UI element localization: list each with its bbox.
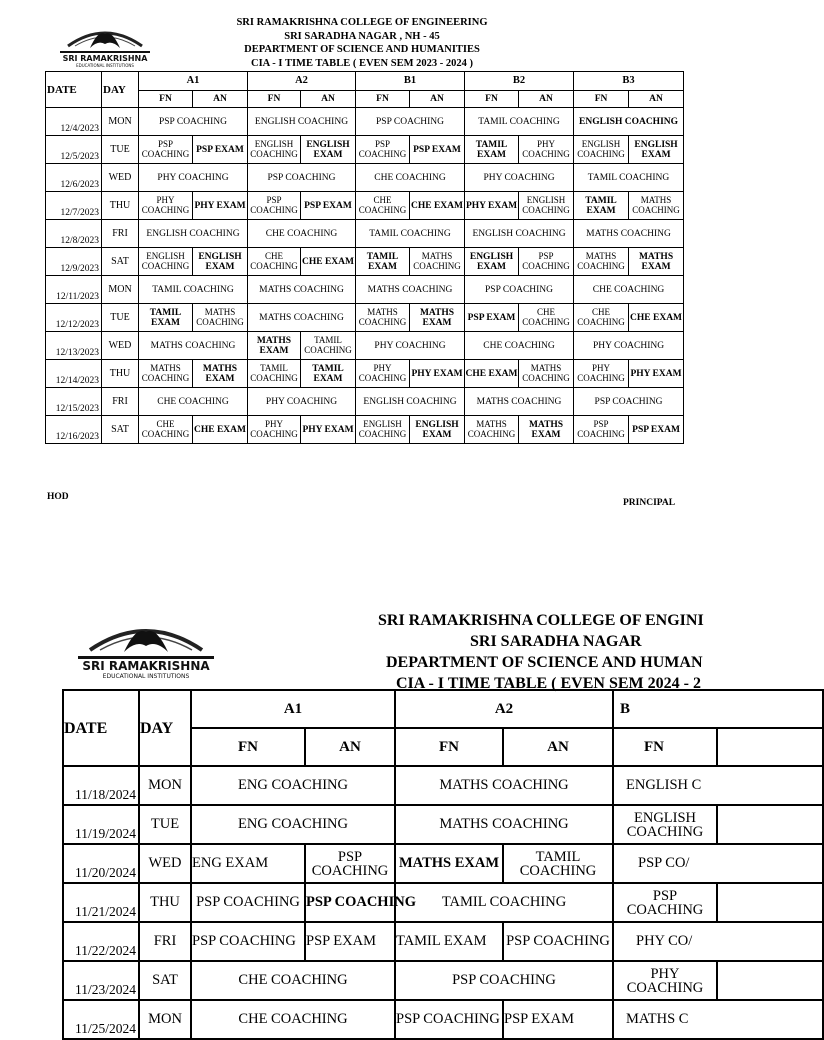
session-cell: CHE COACHING — [519, 304, 574, 332]
row-date: 12/16/2023 — [46, 416, 102, 444]
session-cell: PSP COACHING — [395, 961, 613, 1000]
session-cell: MATHS COACHING — [356, 304, 410, 332]
session-cell: PSP COACHING — [395, 1000, 503, 1039]
group-b: B — [613, 690, 823, 728]
row-day: TUE — [102, 136, 139, 164]
session-cell: PSP COACHING — [574, 388, 684, 416]
exam-cell: PHY EXAM — [465, 192, 519, 220]
exam-cell: TAMIL EXAM — [574, 192, 629, 220]
session-cell: ENG COACHING — [191, 766, 395, 805]
fn-header: FN — [191, 728, 305, 766]
fn-header: FN — [613, 728, 717, 766]
session-cell: PSP COACHING — [613, 883, 717, 922]
row-date: 12/4/2023 — [46, 108, 102, 136]
session-cell: MATHS COACHING — [395, 766, 613, 805]
row-day: MON — [139, 1000, 191, 1039]
session-cell: ENG COACHING — [191, 805, 395, 844]
exam-cell: ENGLISH EXAM — [301, 136, 356, 164]
row-day: THU — [139, 883, 191, 922]
row-date: 12/12/2023 — [46, 304, 102, 332]
group-b3: B3 — [574, 72, 684, 91]
row-day: FRI — [102, 388, 139, 416]
session-cell: CHE COACHING — [356, 192, 410, 220]
row-date: 12/5/2023 — [46, 136, 102, 164]
session-cell: PSP COACHING — [191, 922, 305, 961]
session-cell: CHE COACHING — [139, 388, 248, 416]
session-cell: ENGLISH COACHING — [248, 108, 356, 136]
row-date: 11/23/2024 — [63, 961, 139, 1000]
row-day: MON — [102, 276, 139, 304]
svg-text:SRI RAMAKRISHNA: SRI RAMAKRISHNA — [62, 54, 148, 63]
session-cell: CHE COACHING — [139, 416, 193, 444]
session-cell: MATHS COACHING — [139, 332, 248, 360]
an-header: AN — [193, 91, 248, 108]
session-cell: MATHS COACHING — [465, 416, 519, 444]
session-cell: PHY COACHING — [574, 332, 684, 360]
exam-cell: ENG EXAM — [191, 844, 305, 883]
exam-cell: PHY EXAM — [193, 192, 248, 220]
row-date: 11/25/2024 — [63, 1000, 139, 1039]
row-date: 12/8/2023 — [46, 220, 102, 248]
session-cell: PSP COACHING — [305, 883, 395, 922]
row-day: SAT — [102, 248, 139, 276]
row-date: 11/20/2024 — [63, 844, 139, 883]
session-cell: MATHS COACHING — [356, 276, 465, 304]
exam-cell: MATHS EXAM — [248, 332, 301, 360]
college-name: SRI RAMAKRISHNA COLLEGE OF ENGINEERING — [236, 17, 488, 28]
timetable-title: CIA - I TIME TABLE ( EVEN SEM 2023 - 2024 ) — [251, 57, 473, 69]
row-date: 12/13/2023 — [46, 332, 102, 360]
department-name: DEPARTMENT OF SCIENCE AND HUMANITIES — [244, 44, 480, 55]
row-date: 12/15/2023 — [46, 388, 102, 416]
exam-cell: TAMIL EXAM — [465, 136, 519, 164]
session-cell: PSP COACHING — [248, 164, 356, 192]
exam-cell: PSP EXAM — [305, 922, 395, 961]
session-cell — [717, 805, 823, 844]
fn-header: FN — [465, 91, 519, 108]
session-cell: PSP COACHING — [139, 136, 193, 164]
session-cell: CHE COACHING — [465, 332, 574, 360]
session-cell: PHY COACHING — [356, 332, 465, 360]
table-row — [46, 136, 684, 164]
session-cell: PHY COACHING — [356, 360, 410, 388]
session-cell: PSP COACHING — [191, 883, 305, 922]
exam-cell: TAMIL EXAM — [139, 304, 193, 332]
session-cell: MATHS C — [613, 1000, 823, 1039]
session-cell: TAMIL COACHING — [301, 332, 356, 360]
session-cell: ENGLISH COACHING — [613, 805, 717, 844]
timetable-title: CIA - I TIME TABLE ( EVEN SEM 2024 - 2 — [396, 675, 701, 692]
session-cell: TAMIL COACHING — [356, 220, 465, 248]
session-cell: PSP COACHING — [465, 276, 574, 304]
row-date: 11/19/2024 — [63, 805, 139, 844]
session-cell: PHY COACHING — [613, 961, 717, 1000]
session-cell: PHY COACHING — [465, 164, 574, 192]
exam-cell: PSP EXAM — [193, 136, 248, 164]
fn-header: FN — [574, 91, 629, 108]
session-cell: MATHS COACHING — [248, 276, 356, 304]
session-cell: CHE COACHING — [191, 961, 395, 1000]
session-cell: TAMIL COACHING — [574, 164, 684, 192]
session-cell: PHY COACHING — [248, 388, 356, 416]
svg-text:EDUCATIONAL INSTITUTIONS: EDUCATIONAL INSTITUTIONS — [102, 673, 190, 680]
table-row — [63, 1000, 823, 1039]
row-day: SAT — [139, 961, 191, 1000]
row-date: 11/22/2024 — [63, 922, 139, 961]
exam-cell: CHE EXAM — [629, 304, 684, 332]
timetable-2024-section — [0, 600, 704, 1036]
session-cell: PHY COACHING — [139, 192, 193, 220]
college-logo — [50, 24, 160, 68]
exam-cell: TAMIL EXAM — [356, 248, 410, 276]
exam-cell: PSP EXAM — [465, 304, 519, 332]
row-date: 12/11/2023 — [46, 276, 102, 304]
session-cell: MATHS COACHING — [248, 304, 356, 332]
group-a1: A1 — [139, 72, 248, 91]
session-cell: PHY COACHING — [248, 416, 301, 444]
college-address: SRI SARADHA NAGAR , NH - 45 — [284, 30, 440, 42]
row-day: FRI — [139, 922, 191, 961]
an-header: AN — [301, 91, 356, 108]
session-cell: ENGLISH COACHING — [574, 108, 684, 136]
row-day: THU — [102, 360, 139, 388]
table-row — [63, 922, 823, 961]
row-date: 12/7/2023 — [46, 192, 102, 220]
table-row — [46, 388, 684, 416]
session-cell: TAMIL COACHING — [503, 844, 613, 883]
session-cell: MATHS COACHING — [139, 360, 193, 388]
table-row — [46, 332, 684, 360]
session-cell: CHE COACHING — [248, 220, 356, 248]
session-cell: MATHS COACHING — [465, 388, 574, 416]
session-cell: PHY COACHING — [519, 136, 574, 164]
row-day: WED — [102, 164, 139, 192]
session-cell: ENGLISH COACHING — [139, 220, 248, 248]
exam-cell: MATHS EXAM — [193, 360, 248, 388]
session-cell: CHE COACHING — [356, 164, 465, 192]
row-date: 12/6/2023 — [46, 164, 102, 192]
an-header: AN — [629, 91, 684, 108]
session-cell — [717, 883, 823, 922]
exam-cell: PSP EXAM — [410, 136, 465, 164]
session-cell: ENGLISH C — [613, 766, 823, 805]
row-date: 12/9/2023 — [46, 248, 102, 276]
exam-cell: ENGLISH EXAM — [629, 136, 684, 164]
session-cell: PSP COACHING — [139, 108, 248, 136]
exam-cell: MATHS EXAM — [629, 248, 684, 276]
exam-cell: CHE EXAM — [410, 192, 465, 220]
exam-cell: TAMIL EXAM — [395, 922, 503, 961]
session-cell: ENGLISH COACHING — [248, 136, 301, 164]
timetable-2023 — [45, 71, 684, 444]
timetable-2024 — [62, 689, 824, 1040]
college-name: SRI RAMAKRISHNA COLLEGE OF ENGINI — [378, 612, 704, 629]
exam-cell: CHE EXAM — [193, 416, 248, 444]
timetable-header — [200, 16, 524, 70]
session-cell: TAMIL COACHING — [465, 108, 574, 136]
hod-signature-label: HOD — [47, 492, 69, 502]
exam-cell: PHY EXAM — [629, 360, 684, 388]
table-row — [63, 883, 823, 922]
col-day: DAY — [139, 690, 191, 766]
session-cell: PSP COACHING — [356, 136, 410, 164]
row-day: FRI — [102, 220, 139, 248]
session-cell: PHY CO/ — [613, 922, 823, 961]
session-cell: PSP COACHING — [248, 192, 301, 220]
session-cell: MATHS COACHING — [629, 192, 684, 220]
exam-cell: MATHS EXAM — [395, 844, 503, 883]
timetable-header — [376, 610, 704, 694]
exam-cell: PHY EXAM — [301, 416, 356, 444]
row-day: SAT — [102, 416, 139, 444]
session-cell: ENGLISH COACHING — [519, 192, 574, 220]
table-row — [63, 766, 823, 805]
session-cell — [717, 961, 823, 1000]
fn-header: FN — [356, 91, 410, 108]
college-logo — [66, 618, 226, 680]
exam-cell: ENGLISH EXAM — [193, 248, 248, 276]
exam-cell: MATHS EXAM — [519, 416, 574, 444]
table-row — [46, 108, 684, 136]
row-date: 11/18/2024 — [63, 766, 139, 805]
session-cell: ENGLISH COACHING — [139, 248, 193, 276]
row-day: TUE — [102, 304, 139, 332]
session-cell: PSP COACHING — [305, 844, 395, 883]
session-cell: TAMIL COACHING — [395, 883, 613, 922]
session-cell: MATHS COACHING — [574, 220, 684, 248]
row-day: WED — [139, 844, 191, 883]
session-cell: CHE COACHING — [191, 1000, 395, 1039]
table-row — [46, 304, 684, 332]
fn-header: FN — [395, 728, 503, 766]
session-cell: ENGLISH COACHING — [465, 220, 574, 248]
session-cell: MATHS COACHING — [519, 360, 574, 388]
session-cell: CHE COACHING — [574, 304, 629, 332]
session-cell: CHE COACHING — [574, 276, 684, 304]
col-date: DATE — [46, 72, 102, 108]
row-day: MON — [139, 766, 191, 805]
svg-text:EDUCATIONAL INSTITUTIONS: EDUCATIONAL INSTITUTIONS — [76, 63, 134, 68]
fn-header: FN — [248, 91, 301, 108]
session-cell: TAMIL COACHING — [139, 276, 248, 304]
session-cell: MATHS COACHING — [193, 304, 248, 332]
college-address: SRI SARADHA NAGAR — [470, 633, 642, 650]
group-b1: B1 — [356, 72, 465, 91]
table-row — [46, 276, 684, 304]
group-b2: B2 — [465, 72, 574, 91]
col-date: DATE — [63, 690, 139, 766]
row-day: THU — [102, 192, 139, 220]
group-a2: A2 — [395, 690, 613, 728]
an-header: AN — [519, 91, 574, 108]
row-date: 11/21/2024 — [63, 883, 139, 922]
session-cell: PSP COACHING — [356, 108, 465, 136]
svg-text:SRI RAMAKRISHNA: SRI RAMAKRISHNA — [82, 659, 210, 673]
session-cell: PSP CO/ — [613, 844, 823, 883]
principal-signature-label: PRINCIPAL — [623, 498, 676, 508]
fn-header: FN — [139, 91, 193, 108]
exam-cell: CHE EXAM — [301, 248, 356, 276]
table-row — [46, 164, 684, 192]
row-day: TUE — [139, 805, 191, 844]
exam-cell: ENGLISH EXAM — [410, 416, 465, 444]
table-row — [63, 961, 823, 1000]
an-header — [717, 728, 823, 766]
exam-cell: PHY EXAM — [410, 360, 465, 388]
an-header: AN — [305, 728, 395, 766]
session-cell: MATHS COACHING — [410, 248, 465, 276]
session-cell: MATHS COACHING — [574, 248, 629, 276]
session-cell: ENGLISH COACHING — [356, 388, 465, 416]
session-cell: PHY COACHING — [139, 164, 248, 192]
group-a1: A1 — [191, 690, 395, 728]
table-row — [46, 220, 684, 248]
table-row — [63, 805, 823, 844]
table-row — [63, 844, 823, 883]
row-day: WED — [102, 332, 139, 360]
exam-cell: PSP EXAM — [629, 416, 684, 444]
an-header: AN — [410, 91, 465, 108]
department-name: DEPARTMENT OF SCIENCE AND HUMAN — [386, 654, 703, 671]
session-cell: CHE COACHING — [248, 248, 301, 276]
session-cell: PSP COACHING — [574, 416, 629, 444]
table-row — [46, 360, 684, 388]
table-row — [46, 416, 684, 444]
exam-cell: CHE EXAM — [465, 360, 519, 388]
table-row — [46, 248, 684, 276]
session-cell: PHY COACHING — [574, 360, 629, 388]
session-cell: PSP COACHING — [519, 248, 574, 276]
table-row — [46, 192, 684, 220]
exam-cell: MATHS EXAM — [410, 304, 465, 332]
session-cell: ENGLISH COACHING — [574, 136, 629, 164]
session-cell: ENGLISH COACHING — [356, 416, 410, 444]
row-date: 12/14/2023 — [46, 360, 102, 388]
session-cell: MATHS COACHING — [395, 805, 613, 844]
session-cell: PSP COACHING — [503, 922, 613, 961]
exam-cell: TAMIL EXAM — [301, 360, 356, 388]
exam-cell: PSP EXAM — [503, 1000, 613, 1039]
exam-cell: PSP EXAM — [301, 192, 356, 220]
row-day: MON — [102, 108, 139, 136]
group-a2: A2 — [248, 72, 356, 91]
col-day: DAY — [102, 72, 139, 108]
an-header: AN — [503, 728, 613, 766]
exam-cell: ENGLISH EXAM — [465, 248, 519, 276]
session-cell: TAMIL COACHING — [248, 360, 301, 388]
